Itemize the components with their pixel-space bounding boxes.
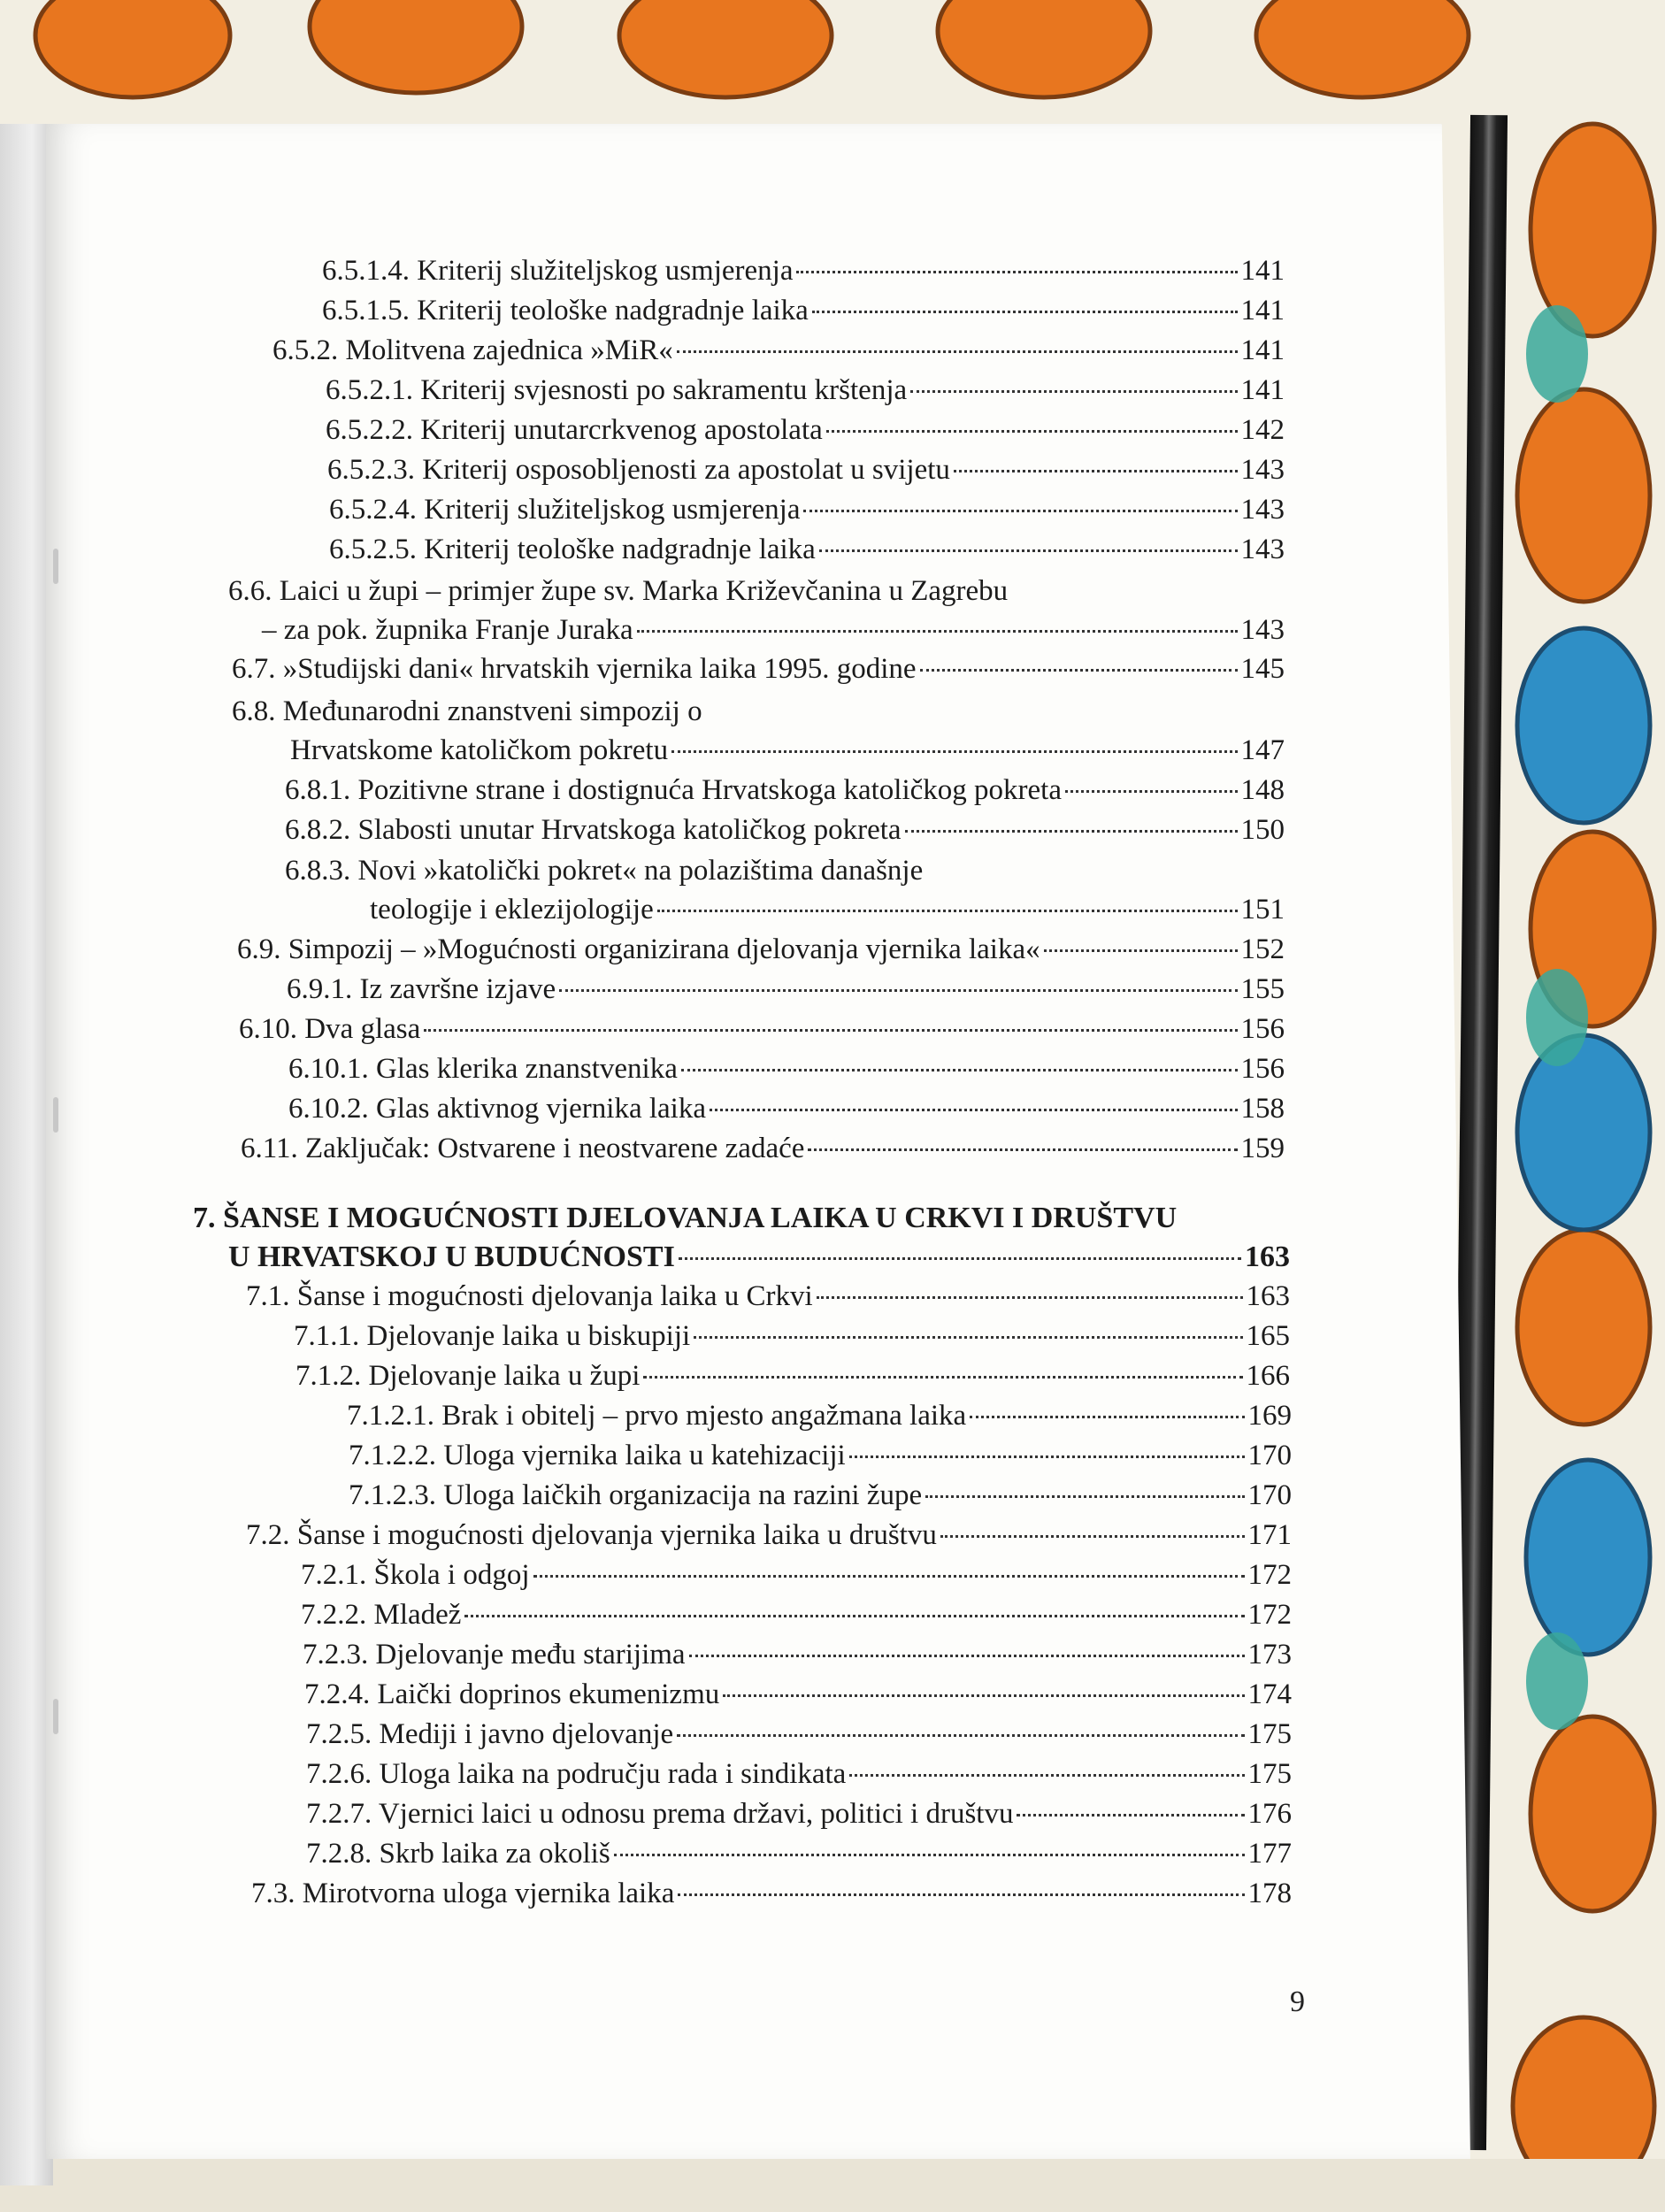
toc-entry-title: 7.1.2. Djelovanje laika u župi	[295, 1360, 641, 1392]
toc-entry-page: 176	[1247, 1798, 1292, 1830]
toc-entry	[329, 534, 1285, 566]
toc-entry-title: 6.8. Međunarodni znanstveni simpozij o	[232, 695, 702, 727]
toc-entry-title: 7.3. Mirotvorna uloga vjernika laika	[251, 1878, 675, 1909]
toc-entry-title: 6.10. Dva glasa	[239, 1013, 421, 1045]
toc-leader-dots	[677, 350, 1238, 353]
toc-entry-page: 165	[1246, 1320, 1290, 1352]
toc-entry-title: 6.8.3. Novi »katolički pokret« na polazištima današnje	[285, 855, 924, 887]
toc-entry-title: 7.2.1. Škola i odgoj	[301, 1559, 530, 1591]
toc-leader-dots	[678, 1893, 1244, 1896]
toc-entry-title: 6.5.2.4. Kriterij služiteljskog usmjerenja	[329, 494, 801, 526]
toc-entry-title: 6.8.1. Pozitivne strane i dostignuća Hrvatskoga katoličkog pokreta	[285, 774, 1062, 806]
toc-entry	[228, 1240, 1290, 1274]
toc-entry	[306, 1798, 1292, 1831]
toc-entry	[306, 1718, 1292, 1751]
toc-leader-dots	[812, 311, 1238, 313]
toc-entry	[301, 1599, 1292, 1632]
toc-entry-title: U HRVATSKOJ U BUDUĆNOSTI	[228, 1240, 675, 1273]
toc-entry	[301, 1559, 1292, 1592]
toc-entry	[303, 1639, 1292, 1671]
page-number: 9	[1290, 1985, 1305, 2018]
toc-entry	[288, 1093, 1285, 1125]
toc-leader-dots	[1044, 949, 1238, 952]
toc-leader-dots	[677, 1734, 1244, 1737]
toc-entry-title: 7.1.2.1. Brak i obitelj – prvo mjesto angažmana laika	[347, 1400, 967, 1432]
toc-entry-page: 175	[1247, 1758, 1292, 1790]
toc-entry	[287, 973, 1285, 1006]
toc-entry-page: 177	[1247, 1838, 1292, 1870]
toc-entry-title: 7.2. Šanse i mogućnosti djelovanja vjernika laika u društvu	[246, 1519, 937, 1551]
toc-entry	[272, 334, 1285, 367]
toc-leader-dots	[710, 1109, 1238, 1111]
toc-entry	[262, 614, 1285, 647]
toc-leader-dots	[424, 1029, 1237, 1032]
toc-entry	[327, 454, 1285, 487]
toc-leader-dots	[671, 750, 1237, 753]
toc-entry-page: 141	[1240, 255, 1285, 287]
toc-entry-page: 174	[1247, 1678, 1292, 1710]
toc-entry-title: 6.5.1.4. Kriterij služiteljskog usmjerenja	[322, 255, 794, 287]
toc-leader-dots	[1065, 790, 1238, 793]
toc-entry	[326, 414, 1285, 447]
toc-entry	[370, 894, 1285, 926]
toc-entry	[349, 1440, 1292, 1472]
toc-entry-title: 6.11. Zaključak: Ostvarene i neostvarene zadaće	[241, 1133, 805, 1164]
toc-leader-dots	[694, 1336, 1242, 1339]
toc-entry-title: 7.2.8. Skrb laika za okoliš	[306, 1838, 610, 1870]
toc-entry-title: 6.9.1. Iz završne izjave	[287, 973, 556, 1005]
toc-entry-title: 7.1. Šanse i mogućnosti djelovanja laika u Crkvi	[246, 1280, 813, 1312]
toc-entry-title: 7.2.6. Uloga laika na području rada i sindikata	[306, 1758, 847, 1790]
toc-entry-page: 142	[1240, 414, 1285, 446]
toc-leader-dots	[920, 669, 1238, 672]
toc-entry-title: – za pok. župnika Franje Juraka	[262, 614, 633, 646]
toc-entry-title: 6.10.2. Glas aktivnog vjernika laika	[288, 1093, 706, 1125]
toc-entry-page: 156	[1240, 1053, 1285, 1085]
toc-entry	[349, 1479, 1292, 1512]
toc-leader-dots	[803, 510, 1237, 512]
toc-entry-page: 143	[1240, 454, 1285, 486]
toc-entry	[306, 1838, 1292, 1870]
toc-entry-page: 143	[1240, 614, 1285, 646]
toc-entry-title: 7.1.1. Djelovanje laika u biskupiji	[294, 1320, 691, 1352]
toc-entry-title: 6.5.2. Molitvena zajednica »MiR«	[272, 334, 673, 366]
toc-entry	[322, 255, 1285, 288]
toc-entry-title: 7.2.5. Mediji i javno djelovanje	[306, 1718, 674, 1750]
toc-entry	[251, 1878, 1292, 1910]
toc-entry-page: 166	[1246, 1360, 1290, 1392]
toc-entry-page: 172	[1247, 1559, 1292, 1591]
toc-entry	[246, 1519, 1292, 1552]
toc-leader-dots	[849, 1774, 1244, 1777]
toc-entry	[329, 494, 1285, 526]
toc-leader-dots	[464, 1615, 1244, 1617]
toc-entry	[294, 1320, 1290, 1353]
toc-entry-title: Hrvatskome katoličkom pokretu	[290, 734, 669, 766]
toc-leader-dots	[533, 1575, 1245, 1578]
toc-entry-title: 6.10.1. Glas klerika znanstvenika	[288, 1053, 678, 1085]
toc-entry-title: 7.2.2. Mladež	[301, 1599, 462, 1631]
toc-entry-page: 170	[1247, 1440, 1292, 1471]
toc-leader-dots	[657, 910, 1238, 912]
toc-entry	[285, 774, 1285, 807]
toc-leader-dots	[954, 470, 1238, 472]
toc-entry-page: 170	[1247, 1479, 1292, 1511]
toc-entry-page: 178	[1247, 1878, 1292, 1909]
toc-entry-title: 6.5.2.3. Kriterij osposobljenosti za apostolat u svijetu	[327, 454, 950, 486]
toc-entry	[304, 1678, 1292, 1711]
toc-entry-page: 150	[1240, 814, 1285, 846]
toc-leader-dots	[796, 271, 1237, 273]
toc-entry-page: 171	[1247, 1519, 1292, 1551]
toc-entry	[290, 734, 1285, 767]
toc-entry-title: 6.8.2. Slabosti unutar Hrvatskoga katoličkog pokreta	[285, 814, 902, 846]
toc-entry-title: 7.2.4. Laički doprinos ekumenizmu	[304, 1678, 720, 1710]
toc-leader-dots	[826, 430, 1238, 433]
toc-entry-page: 159	[1240, 1133, 1285, 1164]
toc-entry	[239, 1013, 1285, 1046]
toc-entry	[288, 1053, 1285, 1086]
toc-entry-page: 141	[1240, 374, 1285, 406]
toc-entry-page: 163	[1245, 1240, 1290, 1273]
toc-entry-page: 141	[1240, 334, 1285, 366]
toc-entry-page: 156	[1240, 1013, 1285, 1045]
toc-entry-title: 6.6. Laici u župi – primjer župe sv. Marka Križevčanina u Zagrebu	[228, 575, 1009, 607]
toc-entry	[241, 1133, 1285, 1165]
toc-entry-page: 169	[1247, 1400, 1292, 1432]
toc-leader-dots	[614, 1854, 1245, 1856]
toc-entry-title: 7.1.2.3. Uloga laičkih organizacija na razini župe	[349, 1479, 923, 1511]
toc-entry-page: 152	[1240, 933, 1285, 965]
toc-leader-dots	[910, 390, 1237, 393]
toc-entry-page: 148	[1240, 774, 1285, 806]
toc-leader-dots	[679, 1257, 1241, 1260]
toc-entry	[306, 1758, 1292, 1791]
toc-leader-dots	[723, 1694, 1244, 1697]
toc-leader-dots	[940, 1535, 1245, 1538]
toc-entry	[322, 295, 1285, 327]
toc-leader-dots	[559, 989, 1237, 992]
toc-leader-dots	[849, 1455, 1245, 1458]
toc-entry-title: 6.5.2.2. Kriterij unutarcrkvenog apostolata	[326, 414, 823, 446]
toc-entry-page: 172	[1247, 1599, 1292, 1631]
toc-leader-dots	[905, 830, 1238, 833]
toc-leader-dots	[925, 1495, 1244, 1498]
toc-entry	[285, 814, 1285, 847]
toc-leader-dots	[643, 1376, 1242, 1379]
toc-entry-page: 173	[1247, 1639, 1292, 1671]
toc-entry	[347, 1400, 1292, 1432]
toc-entry-title: 6.5.1.5. Kriterij teološke nadgradnje laika	[322, 295, 809, 326]
toc-entry-page: 145	[1240, 653, 1285, 685]
toc-leader-dots	[808, 1148, 1237, 1151]
toc-entry-title: 6.7. »Studijski dani« hrvatskih vjernika laika 1995. godine	[232, 653, 917, 685]
toc-entry-title: 7.2.7. Vjernici laici u odnosu prema državi, politici i društvu	[306, 1798, 1014, 1830]
toc-leader-dots	[689, 1655, 1245, 1657]
toc-entry	[237, 933, 1285, 966]
toc-entry	[295, 1360, 1290, 1393]
toc-leader-dots	[819, 549, 1238, 552]
toc-entry-title: 7.2.3. Djelovanje među starijima	[303, 1639, 686, 1671]
toc-entry-page: 147	[1240, 734, 1285, 766]
toc-entry-page: 143	[1240, 534, 1285, 565]
toc-leader-dots	[1017, 1814, 1244, 1816]
toc-entry-page: 158	[1240, 1093, 1285, 1125]
toc-entry	[326, 374, 1285, 407]
toc-entry-page: 175	[1247, 1718, 1292, 1750]
toc-entry	[232, 653, 1285, 686]
toc-entry-page: 151	[1240, 894, 1285, 926]
toc-entry-title: 6.5.2.1. Kriterij svjesnosti po sakramentu krštenja	[326, 374, 908, 406]
toc-leader-dots	[637, 630, 1238, 633]
toc-leader-dots	[970, 1416, 1244, 1418]
toc-entry-page: 163	[1246, 1280, 1290, 1312]
toc-entry-page: 155	[1240, 973, 1285, 1005]
toc-entry-title: teologije i eklezijologije	[370, 894, 654, 926]
toc-entry-title: 6.9. Simpozij – »Mogućnosti organizirana djelovanja vjernika laika«	[237, 933, 1040, 965]
toc-leader-dots	[681, 1069, 1238, 1071]
toc-entry-page: 141	[1240, 295, 1285, 326]
toc-entry-page: 143	[1240, 494, 1285, 526]
toc-entry	[246, 1280, 1290, 1313]
toc-entry-title: 7.1.2.2. Uloga vjernika laika u katehizaciji	[349, 1440, 846, 1471]
toc-entry-title: 6.5.2.5. Kriterij teološke nadgradnje laika	[329, 534, 816, 565]
chapter-heading: 7. ŠANSE I MOGUĆNOSTI DJELOVANJA LAIKA U CRKVI I DRUŠTVU	[193, 1202, 1178, 1234]
toc-leader-dots	[817, 1296, 1243, 1299]
